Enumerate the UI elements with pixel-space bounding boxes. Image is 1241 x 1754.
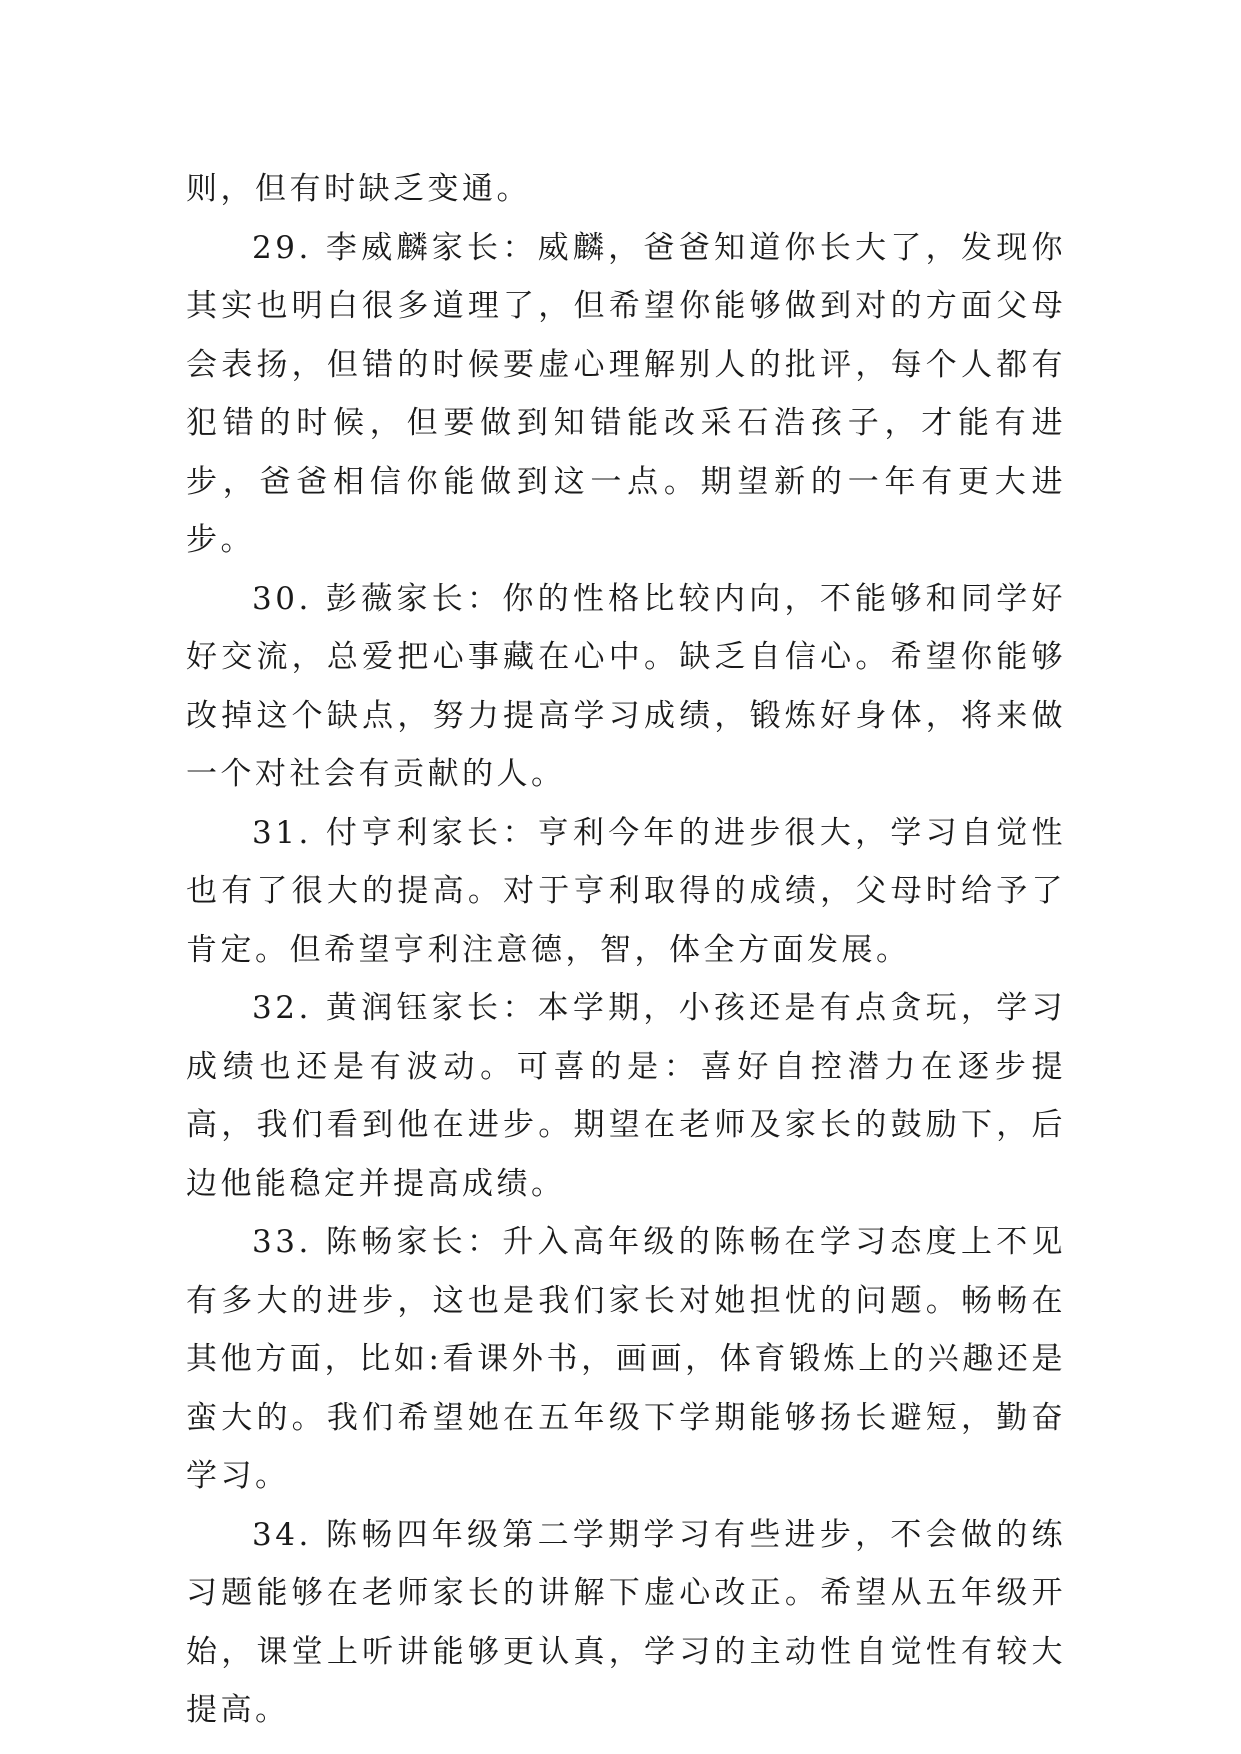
paragraph-entry-34: 34. 陈畅四年级第二学期学习有些进步，不会做的练习题能够在老师家长的讲解下虚心改正。希望从五年级开始，课堂上听讲能够更认真，学习的主动性自觉性有较大提高。: [186, 1516, 1066, 1728]
paragraph-entry-33: 33. 陈畅家长：升入高年级的陈畅在学习态度上不见有多大的进步，这也是我们家长对她担忧的问题。畅畅在其他方面，比如:看课外书，画画，体育锻炼上的兴趣还是蛮大的。我们希望她在五年级下学期能够扬长避短，勤奋学习。: [186, 1224, 1066, 1494]
paragraph-entry-32: 32. 黄润钰家长：本学期，小孩还是有点贪玩，学习成绩也还是有波动。可喜的是：喜好自控潜力在逐步提高，我们看到他在进步。期望在老师及家长的鼓励下，后边他能稳定并提高成绩。: [186, 990, 1066, 1202]
paragraph-entry-31: 31. 付亨利家长：亨利今年的进步很大，学习自觉性也有了很大的提高。对于亨利取得的成绩，父母时给予了肯定。但希望亨利注意德，智，体全方面发展。: [186, 814, 1066, 968]
paragraph-continuation: 则，但有时缺乏变通。: [186, 171, 531, 207]
paragraph-entry-30: 30. 彭薇家长：你的性格比较内向，不能够和同学好好交流，总爱把心事藏在心中。缺乏自信心。希望你能够改掉这个缺点，努力提高学习成绩，锻炼好身体，将来做一个对社会有贡献的人。: [186, 580, 1066, 792]
document-body: [186, 160, 1066, 1740]
paragraph-entry-29: 29. 李威麟家长：威麟，爸爸知道你长大了，发现你其实也明白很多道理了，但希望你能够做到对的方面父母会表扬，但错的时候要虚心理解别人的批评，每个人都有犯错的时候，但要做到知错能改采石浩孩子，才能有进步，爸爸相信你能做到这一点。期望新的一年有更大进步。: [186, 229, 1066, 558]
